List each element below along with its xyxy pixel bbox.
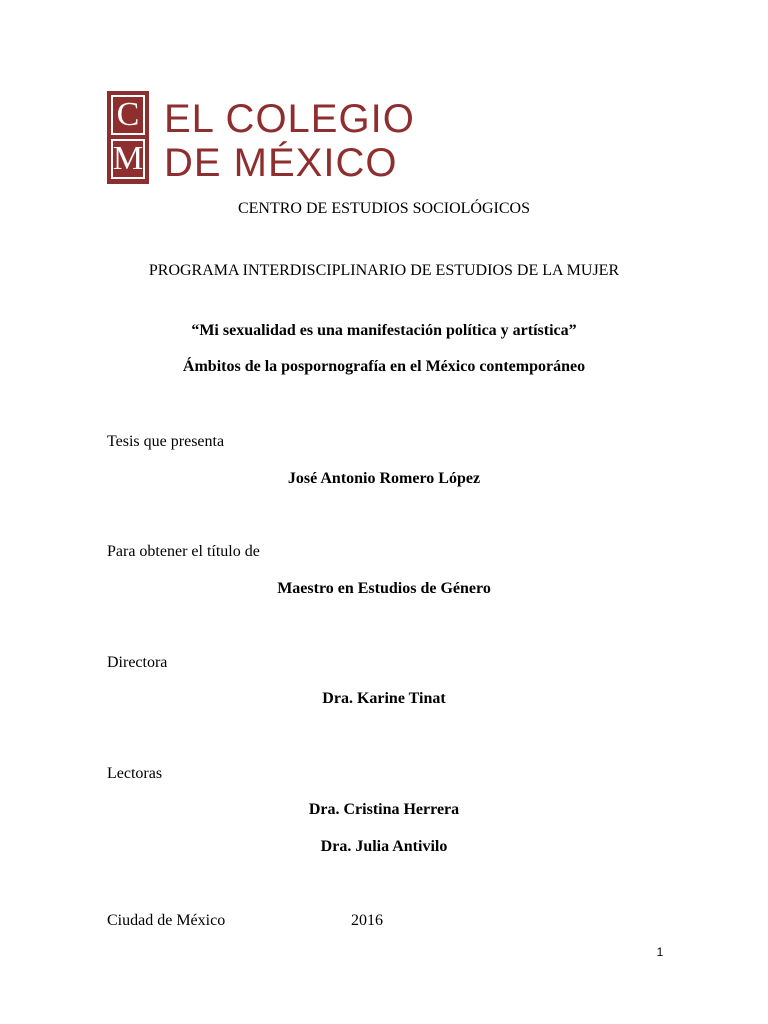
readers-label: Lectoras bbox=[107, 765, 163, 782]
logo-letter-c: C bbox=[111, 95, 145, 135]
year: 2016 bbox=[351, 912, 383, 929]
author-name: José Antonio Romero López bbox=[287, 470, 481, 487]
degree-name: Maestro en Estudios de Género bbox=[277, 580, 491, 597]
logo-letter-m: M bbox=[112, 140, 144, 177]
thesis-title-line2: Ámbitos de la pospornografía en el México contemporáneo bbox=[182, 358, 586, 375]
colmex-logo-mark bbox=[107, 91, 149, 184]
logo-text-line1: EL COLEGIO bbox=[164, 97, 415, 141]
director-name: Dra. Karine Tinat bbox=[322, 690, 446, 707]
thesis-label: Tesis que presenta bbox=[107, 433, 225, 450]
center-name: CENTRO DE ESTUDIOS SOCIOLÓGICOS bbox=[237, 200, 530, 217]
program-name: PROGRAMA INTERDISCIPLINARIO DE ESTUDIOS DE LA MUJER bbox=[148, 262, 620, 279]
reader-name: Dra. Cristina Herrera bbox=[308, 801, 460, 818]
page-number: 1 bbox=[656, 945, 664, 959]
reader-name: Dra. Julia Antivilo bbox=[320, 838, 448, 855]
city: Ciudad de México bbox=[107, 912, 226, 929]
thesis-title-line1: “Mi sexualidad es una manifestación política y artística” bbox=[191, 322, 577, 339]
director-label: Directora bbox=[107, 654, 168, 671]
degree-label: Para obtener el título de bbox=[107, 543, 260, 560]
logo-text-line2: DE MÉXICO bbox=[164, 141, 398, 185]
